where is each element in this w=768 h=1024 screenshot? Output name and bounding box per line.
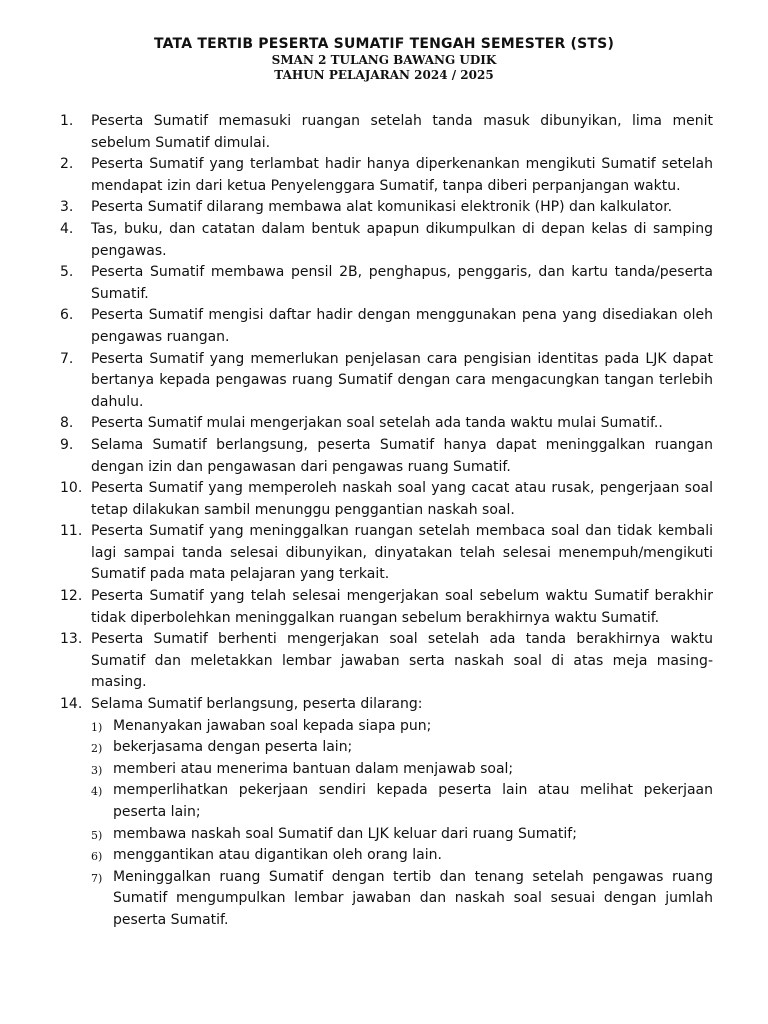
- prohibition-item: [91, 867, 713, 932]
- rule-item: [60, 413, 713, 435]
- rule-item: [60, 197, 713, 219]
- rule-item: [60, 435, 713, 478]
- school-name: SMAN 2 TULANG BAWANG UDIK: [271, 53, 497, 67]
- rule-item: [60, 521, 713, 586]
- rule-text: Peserta Sumatif yang meninggalkan ruangan setelah membaca soal dan tidak kembali lagi sampai tanda selesai dibunyikan, dinyatakan telah selesai menempuh/mengikuti Sumatif pada mata pelajaran yang terkait.: [91, 523, 713, 583]
- prohibition-item: [91, 824, 713, 846]
- academic-year: TAHUN PELAJARAN 2024 / 2025: [274, 68, 494, 82]
- rule-text: Peserta Sumatif mulai mengerjakan soal setelah ada tanda waktu mulai Sumatif..: [91, 415, 663, 432]
- prohibition-text: memberi atau menerima bantuan dalam menjawab soal;: [113, 760, 514, 777]
- rule-text: Peserta Sumatif yang telah selesai mengerjakan soal sebelum waktu Sumatif berakhir tidak diperbolehkan meninggalkan ruangan sebelum berakhirnya waktu Sumatif.: [91, 588, 713, 626]
- rule-number: 14.: [60, 696, 83, 713]
- prohibition-text: Meninggalkan ruang Sumatif dengan tertib dan tenang setelah pengawas ruang Sumatif mengumpulkan lembar jawaban dan naskah soal sesuai dengan jumlah peserta Sumatif.: [113, 868, 713, 928]
- rule-number: 6.: [60, 307, 74, 324]
- rule-text: Peserta Sumatif membawa pensil 2B, penghapus, penggaris, dan kartu tanda/peserta Sumatif.: [91, 264, 713, 302]
- prohibition-item: [91, 845, 713, 867]
- prohibition-number: 7): [91, 871, 103, 885]
- prohibition-item: [91, 716, 713, 738]
- rule-item: [60, 305, 713, 348]
- rule-item: [60, 262, 713, 305]
- rule-item: [60, 694, 713, 932]
- rule-item: [60, 629, 713, 694]
- rule-number: 12.: [60, 588, 83, 605]
- rule-text: Peserta Sumatif yang memerlukan penjelasan cara pengisian identitas pada LJK dapat bertanya kepada pengawas ruang Sumatif dengan cara mengacungkan tangan terlebih dahulu.: [91, 350, 713, 410]
- rule-item: [60, 478, 713, 521]
- prohibition-text: bekerjasama dengan peserta lain;: [113, 739, 353, 756]
- rule-text: Peserta Sumatif yang terlambat hadir hanya diperkenankan mengikuti Sumatif setelah mendapat izin dari ketua Penyelenggara Sumatif, tanpa diberi perpanjangan waktu.: [91, 156, 713, 194]
- rule-number: 10.: [60, 480, 83, 497]
- rule-text: Selama Sumatif berlangsung, peserta dilarang:: [91, 696, 423, 713]
- prohibition-number: 4): [91, 785, 103, 799]
- rule-number: 9.: [60, 436, 74, 453]
- prohibition-item: [91, 780, 713, 823]
- prohibition-number: 3): [91, 763, 103, 777]
- rule-text: Selama Sumatif berlangsung, peserta Sumatif hanya dapat meninggalkan ruangan dengan izin dan pengawasan dari pengawas ruang Sumatif.: [91, 436, 713, 475]
- prohibition-item: [91, 737, 713, 759]
- prohibition-number: 5): [91, 828, 103, 842]
- rule-number: 13.: [60, 631, 83, 648]
- document-title: TATA TERTIB PESERTA SUMATIF TENGAH SEMESTER (STS): [153, 36, 615, 52]
- prohibitions-list: [91, 716, 713, 932]
- rule-text: Peserta Sumatif yang memperoleh naskah soal yang cacat atau rusak, pengerjaan soal tetap dilakukan sambil menunggu penggantian naskah soal.: [91, 480, 713, 518]
- prohibition-text: memperlihatkan pekerjaan sendiri kepada peserta lain atau melihat pekerjaan peserta lain;: [113, 782, 713, 820]
- rule-text: Peserta Sumatif memasuki ruangan setelah tanda masuk dibunyikan, lima menit sebelum Sumatif dimulai.: [91, 113, 713, 151]
- rule-number: 1.: [60, 113, 74, 129]
- rule-text: Tas, buku, dan catatan dalam bentuk apapun dikumpulkan di depan kelas di samping pengawas.: [91, 220, 713, 259]
- rule-text: Peserta Sumatif berhenti mengerjakan soal setelah ada tanda berakhirnya waktu Sumatif dan meletakkan lembar jawaban serta naskah soal di atas meja masing-masing.: [91, 631, 713, 691]
- document-header: [0, 36, 768, 83]
- rule-text: Peserta Sumatif mengisi daftar hadir dengan menggunakan pena yang disediakan oleh pengawas ruangan.: [91, 307, 713, 345]
- rule-number: 7.: [60, 350, 74, 367]
- rule-number: 4.: [60, 220, 74, 237]
- prohibition-text: Menanyakan jawaban soal kepada siapa pun;: [113, 717, 432, 734]
- rule-item: [60, 219, 713, 262]
- prohibition-number: 1): [91, 720, 103, 734]
- rule-text: Peserta Sumatif dilarang membawa alat komunikasi elektronik (HP) dan kalkulator.: [91, 199, 673, 216]
- prohibition-number: 6): [91, 850, 103, 864]
- prohibition-text: membawa naskah soal Sumatif dan LJK keluar dari ruang Sumatif;: [113, 825, 577, 842]
- rule-item: [60, 154, 713, 197]
- rules-list: [60, 111, 713, 932]
- rule-item: [60, 111, 713, 154]
- rule-number: 8.: [60, 415, 74, 432]
- rule-number: 5.: [60, 264, 74, 281]
- prohibition-number: 2): [91, 742, 103, 756]
- rule-number: 3.: [60, 199, 74, 216]
- rule-number: 2.: [60, 156, 74, 173]
- rule-number: 11.: [60, 523, 83, 540]
- rule-item: [60, 586, 713, 629]
- prohibition-text: menggantikan atau digantikan oleh orang lain.: [113, 847, 442, 864]
- rule-item: [60, 349, 713, 414]
- prohibition-item: [91, 759, 713, 781]
